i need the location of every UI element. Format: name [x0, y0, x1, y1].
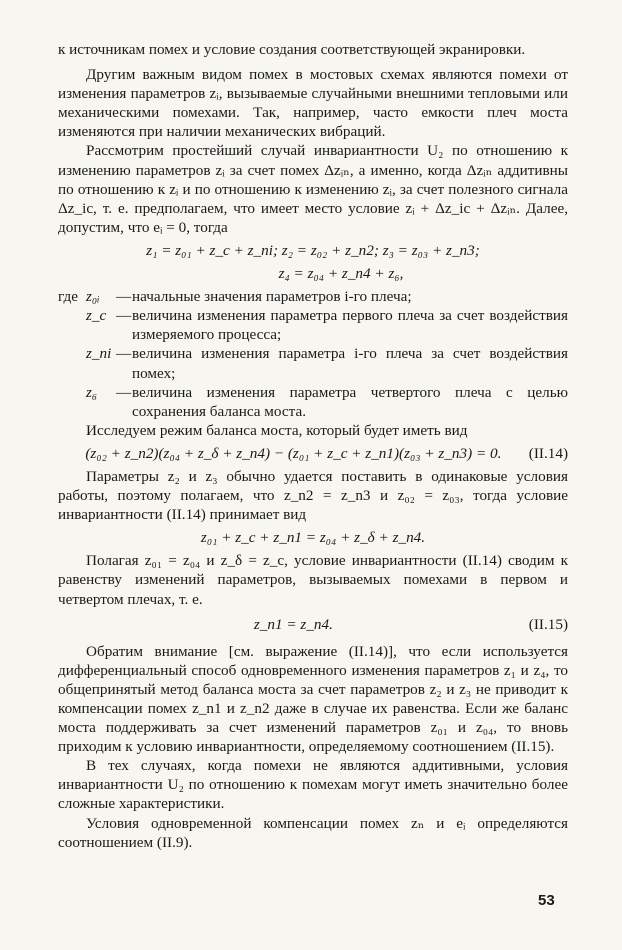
definitions-lead: где [58, 288, 78, 306]
equation-z-system-line-2: z₄ = z₀₄ + z_n4 + z₆, [278, 265, 404, 283]
equation-balance [58, 444, 568, 463]
equation-number: (II.15) [528, 615, 568, 633]
definition-item: z₆ — величина изменения параметра четвертого плеча с целью сохранения баланса моста. [86, 383, 568, 420]
definitions-list [58, 287, 568, 421]
paragraph-1: к источникам помех и условие создания соответствующей экранировки. [58, 41, 526, 58]
paragraph-7: Обратим внимание [см. выражение (II.14)], что если используется дифференциальный способ одновременного изменения параметров z₁ и z₄, то общепринятый метод баланса моста за счет параметров z₂ и z₃ не приводит к компенсации помех z_n1 и z_n2 даже в случае их равенства. Если же баланс моста поддерживать за счет изменений параметров z₀₁ и z₀₄, то вновь приходим к условию инвариантности, определяемому соотношением (II.15). [58, 642, 568, 756]
definition-symbol: z₀ᵢ [86, 288, 100, 306]
definition-item: где z₀ᵢ — начальные значения параметров i-го плеча; [58, 287, 568, 306]
definition-item: z_ni — величина изменения параметра i-го плеча за счет воздействия помех; [86, 345, 568, 382]
paragraph-9: Условия одновременной компенсации помех zₙ и eᵢ определяются соотношением (II.9). [58, 814, 568, 851]
paragraph-5: Параметры z₂ и z₃ обычно удается поставить в одинаковые условия работы, поэтому полагаем, что z_n2 = z_n3 и z₀₂ = z₀₃, тогда условие инвариантности (II.14) принимает вид [58, 467, 568, 524]
paragraph-4: Исследуем режим баланса моста, который будет иметь вид [86, 421, 468, 439]
paragraph-3: Рассмотрим простейший случай инвариантности U₂ по отношению к изменению параметров zᵢ за счет помех Δzᵢₙ, а именно, когда Δzᵢₙ аддитивны по отношению к zᵢ и по отношению к изменению zᵢ, за счет полезного сигнала Δz_ic, т. е. предполагаем, что имеет место условие zᵢ + Δz_ic + Δzᵢₙ. Далее, допустим, что eᵢ = 0, тогда [58, 142, 568, 236]
definition-text: начальные значения параметров i-го плеча; [132, 288, 412, 306]
definition-text: величина изменения параметра первого плеча за счет воздействия измеряемого процесса; [132, 307, 568, 344]
equation-number: (II.14) [528, 444, 568, 462]
definition-text: величина изменения параметра четвертого плеча с целью сохранения баланса моста. [132, 383, 568, 420]
paragraph-6: Полагая z₀₁ = z₀₄ и z_δ = z_c, условие инвариантности (II.14) сводим к равенству изменений параметров, вызываемых помехами в первом и четвертом плечах, т. е. [58, 552, 568, 608]
page-number: 53 [538, 892, 555, 909]
paragraph-8: В тех случаях, когда помехи не являются аддитивными, условия инвариантности U₂ по отношению к помехам могут иметь значительно более сложные характеристики. [58, 757, 568, 813]
definition-text: величина изменения параметра i-го плеча за счет воздействия помех; [132, 345, 568, 382]
equation-balance-formula: (z₀₂ + z_n2)(z₀₄ + z_δ + z_n4) − (z₀₁ + z_c + z_n1)(z₀₃ + z_n3) = 0. [85, 444, 502, 462]
definition-symbol: z₆ [86, 383, 98, 401]
paragraph-2: Другим важным видом помех в мостовых схемах являются помехи от изменения параметров zᵢ, вызываемые случайными внешними тепловыми или механическими помехами. Так, например, часто емкости плеч моста изменяются при наличии механических вибраций. [58, 66, 568, 141]
equation-equality-formula: z_n1 = z_n4. [253, 615, 333, 633]
definition-symbol: z_ni [86, 345, 112, 363]
body-text [58, 40, 568, 852]
definition-symbol: z_c [86, 307, 107, 325]
equation-equality [58, 615, 568, 634]
equation-z-system-line-1: z₁ = z₀₁ + z_c + z_ni; z₂ = z₀₂ + z_n2; z₃ = z₀₃ + z_n3; [146, 241, 480, 259]
equation-invariance: z₀₁ + z_c + z_n1 = z₀₄ + z_δ + z_n4. [200, 529, 426, 547]
definition-item: z_c — величина изменения параметра первого плеча за счет воздействия измеряемого процесса; [86, 307, 568, 344]
